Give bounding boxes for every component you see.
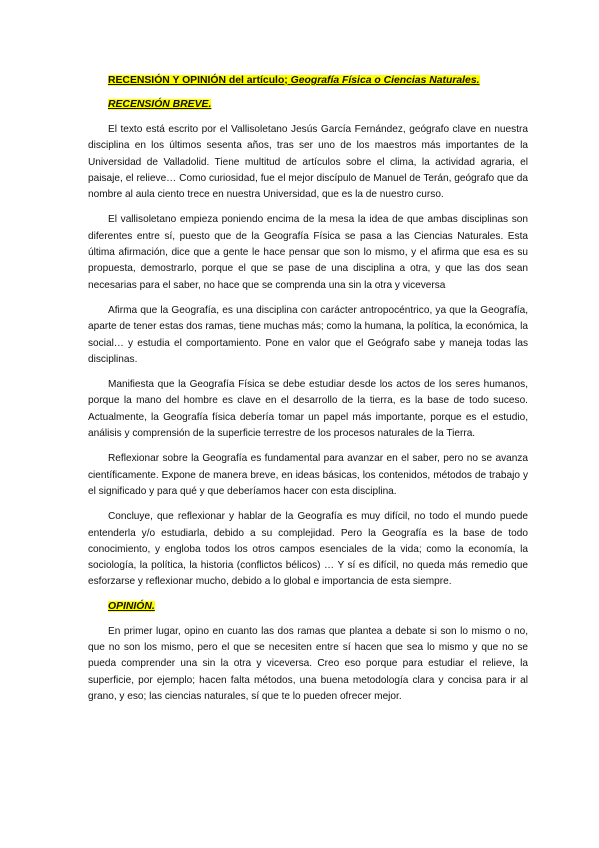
review-paragraph-4: Manifiesta que la Geografía Física se debe estudiar desde los actos de los seres humanos, porque la mano del hombre es clave en el desarrollo de la tierra, es la base de todo suceso. Actualmente, la Geografía física debería tomar un papel más importante, porque es el estudio, análisis y comprensión de la superficie terrestre de los procesos naturales de la Tierra. [88,379,528,440]
section-heading-review [88,98,528,112]
section-heading-opinion [88,600,528,614]
title-prefix: RECENSIÓN Y OPINIÓN del artículo; [108,75,291,86]
review-heading-text: RECENSIÓN BREVE. [108,99,212,110]
document-title-text [108,75,480,86]
document-title [88,74,528,88]
opinion-paragraph-1: En primer lugar, opino en cuanto las dos ramas que plantea a debate si son lo mismo o no, que no son los mismo, pero el que se necesiten entre sí hacen que sea lo mismo y que no se pueda comprender una sin la otra y viceversa. Creo eso porque para estudiar el relieve, la superficie, por ejemplo; hacen falta métodos, una buena metodología clara y concisa para ir al grano, y eso; las ciencias naturales, sí que te lo pueden ofrecer mejor. [88,625,528,702]
review-paragraph-1: El texto está escrito por el Vallisoletano Jesús García Fernández, geógrafo clave en nuestra disciplina en los últimos sesenta años, tras ser uno de los maestros más importantes de la Universidad de Valladolid. Tiene multitud de artículos sobre el clima, la actividad agraria, el paisaje, el relieve… Como curiosidad, fue el mejor discípulo de Manuel de Terán, geógrafo que da nombre al aula ciento trece en nuestra Universidad, que es la de nuestro curso. [88,124,528,201]
opinion-heading-text: OPINIÓN. [108,600,155,612]
review-paragraph-3: Afirma que la Geografía, es una disciplina con carácter antropocéntrico, ya que la Geografía, aparte de tener estas dos ramas, tiene muchas más; como la humana, la política, la económica, la social… y estudia el comportamiento. Pone en valor que el Geógrafo sabe y maneja todas las disciplinas. [88,304,528,365]
review-paragraph-6: Concluye, que reflexionar y hablar de la Geografía es muy difícil, no todo el mundo puede entenderla y/o estudiarla, debido a su complejidad. Pero la Geografía es la base de todo conocimiento, y engloba todos los otros campos esenciales de la vida; como la economía, la sociología, la política, la historia (conflictos bélicos) … Y sí es difícil, no queda más remedio que esforzarse y reflexionar mucho, debido a lo global e importancia de esta siempre. [88,511,528,588]
document-content [88,74,528,714]
review-paragraph-5: Reflexionar sobre la Geografía es fundamental para avanzar en el saber, pero no se avanza científicamente. Expone de manera breve, en ideas básicas, los contenidos, métodos de trabajo y el significado y para qué y que deberíamos hacer con esta disciplina. [88,453,528,497]
review-paragraph-2: El vallisoletano empieza poniendo encima de la mesa la idea de que ambas disciplinas son diferentes entre sí, puesto que de la Geografía Física se pasa a las Ciencias Naturales. Esta última afirmación, dice que a gente le hace pensar que son lo mismo, y el afirma que esa es su propuesta, demostrarlo, porque el que se pase de una disciplina a otra, y que las dos sean necesarias para el saber, no hace que se comprenda una sin la otra y viceversa [88,214,528,291]
article-title: Geografía Física o Ciencias Naturales. [290,75,480,86]
